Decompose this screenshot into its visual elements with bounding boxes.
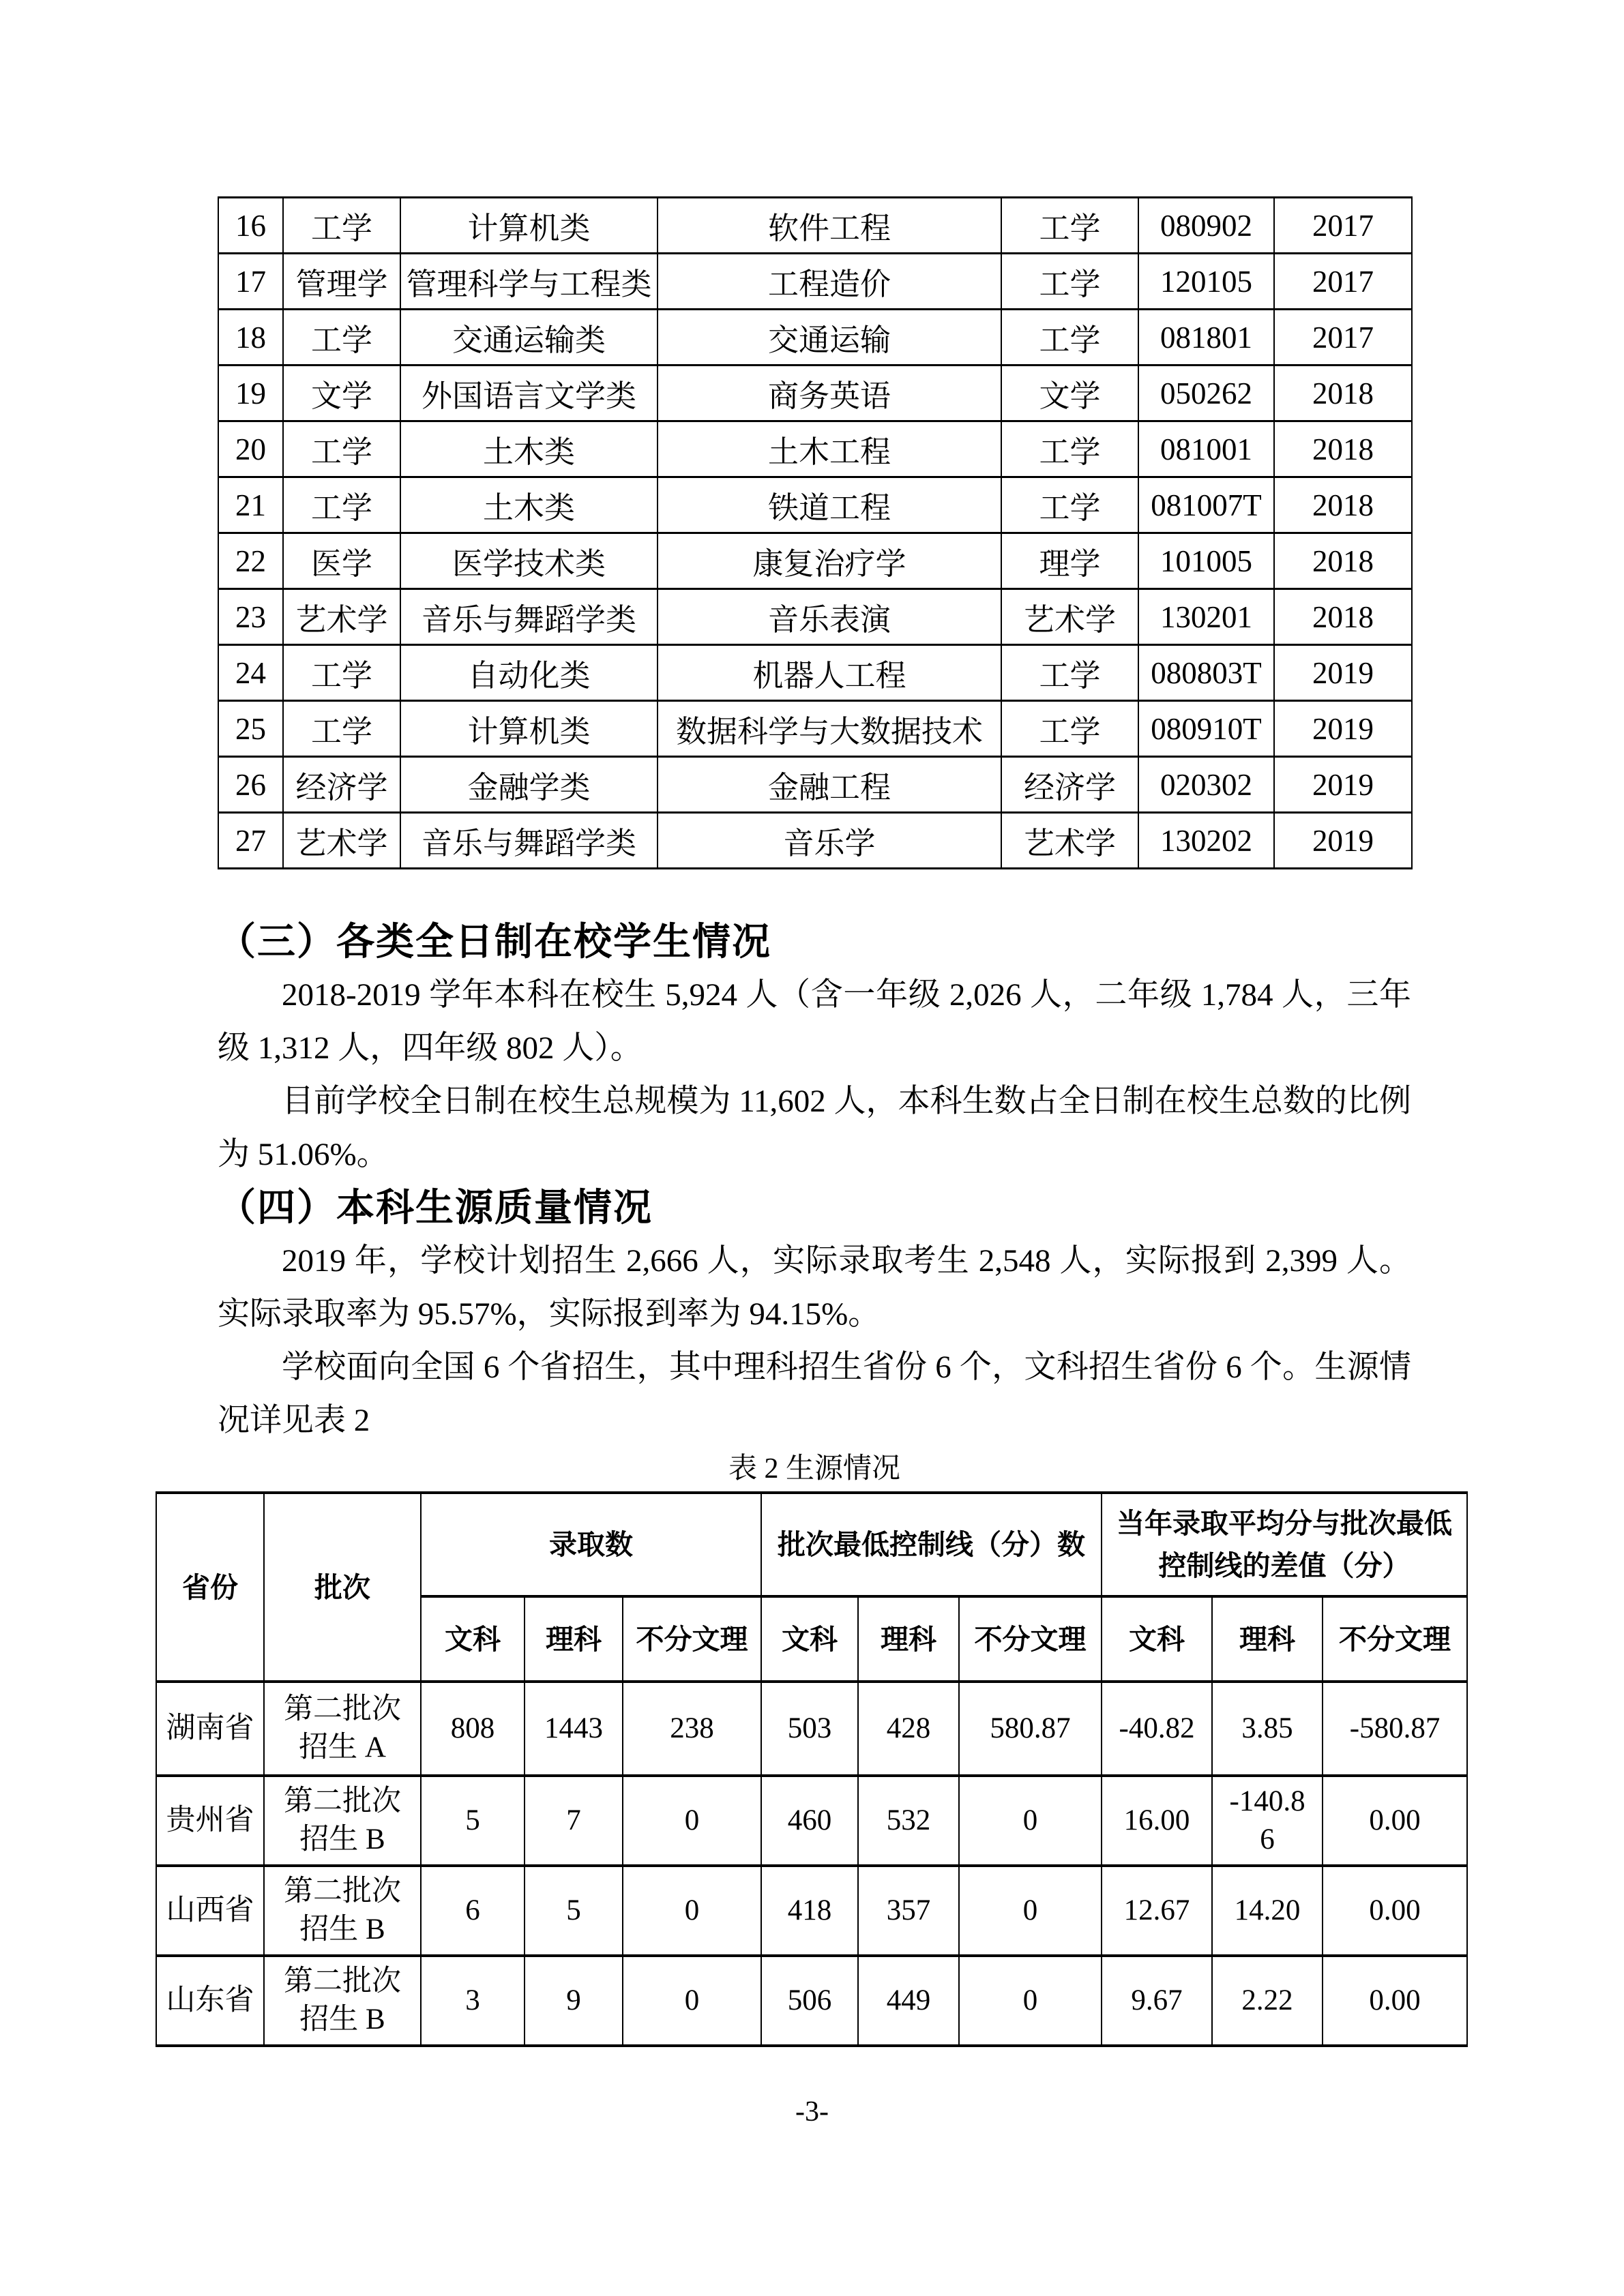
enrollment-table-cell: 460 (761, 1776, 858, 1866)
major-table-cell: 2018 (1274, 589, 1412, 645)
major-table-cell: 经济学 (283, 757, 400, 813)
enrollment-table-cell: -140.86 (1212, 1776, 1323, 1866)
enrollment-table-cell: 16.00 (1102, 1776, 1212, 1866)
enrollment-table-cell: 0 (623, 1956, 761, 2046)
enrollment-table-cell: 第二批次招生 A (264, 1682, 421, 1776)
enrollment-table-cell: 449 (858, 1956, 959, 2046)
major-table-cell: 2019 (1274, 701, 1412, 757)
section-4-heading: （四）本科生源质量情况 (218, 1186, 653, 1229)
enrollment-table-cell: 0.00 (1323, 1866, 1467, 1956)
section-4-paragraph-1: 2019 年，学校计划招生 2,666 人，实际录取考生 2,548 人，实际报到 2,399 人。实际录取率为 95.57%，实际报到率为 94.15%。 (218, 1243, 1411, 1332)
major-table-cell: 土木类 (400, 421, 658, 477)
enrollment-table-cell: 0 (959, 1776, 1102, 1866)
major-table-cell: 数据科学与大数据技术 (658, 701, 1001, 757)
enrollment-table-cell: -40.82 (1102, 1682, 1212, 1776)
major-table-cell: 土木工程 (658, 421, 1001, 477)
major-table-cell: 2018 (1274, 421, 1412, 477)
major-table-cell: 工学 (1001, 701, 1138, 757)
major-table-cell: 2017 (1274, 254, 1412, 310)
major-table-cell: 工学 (283, 477, 400, 533)
major-table-cell: 050262 (1138, 366, 1274, 421)
enrollment-table-cell: 第二批次招生 B (264, 1776, 421, 1866)
enrollment-table-cell: 0 (959, 1866, 1102, 1956)
major-table-cell: 26 (218, 757, 283, 813)
header-avg-diff: 当年录取平均分与批次最低控制线的差值（分） (1102, 1493, 1467, 1596)
major-table-cell: 医学 (283, 533, 400, 589)
major-table-cell: 理学 (1001, 533, 1138, 589)
major-table-row (218, 533, 1412, 589)
major-table-cell: 2018 (1274, 477, 1412, 533)
enrollment-table-cell: 第二批次招生 B (264, 1866, 421, 1956)
major-table-cell: 081007T (1138, 477, 1274, 533)
major-table-cell: 19 (218, 366, 283, 421)
enrollment-table-cell: 506 (761, 1956, 858, 2046)
enrollment-table-cell: 1443 (525, 1682, 623, 1776)
subheader-admitted-science: 理科 (525, 1596, 623, 1682)
text-section (218, 915, 1411, 1447)
major-table-cell: 艺术学 (1001, 589, 1138, 645)
major-table-cell: 130202 (1138, 813, 1274, 869)
enrollment-table-cell: 0 (623, 1866, 761, 1956)
enrollment-table-cell: 7 (525, 1776, 623, 1866)
major-table-cell: 经济学 (1001, 757, 1138, 813)
major-table-cell: 16 (218, 198, 283, 254)
enrollment-table-cell: 503 (761, 1682, 858, 1776)
major-table-cell: 音乐学 (658, 813, 1001, 869)
section-3-paragraph-1: 2018-2019 学年本科在校生 5,924 人（含一年级 2,026 人，二年级 1,784 人，三年级 1,312 人，四年级 802 人）。 (218, 977, 1411, 1066)
major-table-cell: 130201 (1138, 589, 1274, 645)
major-table-cell: 工学 (283, 421, 400, 477)
subheader-diff-liberal-arts: 文科 (1102, 1596, 1212, 1682)
major-table-cell: 铁道工程 (658, 477, 1001, 533)
major-table-cell: 文学 (283, 366, 400, 421)
header-batch: 批次 (264, 1493, 421, 1682)
major-table-row (218, 198, 1412, 254)
major-table-cell: 工学 (283, 198, 400, 254)
major-table-cell: 27 (218, 813, 283, 869)
major-table-cell: 20 (218, 421, 283, 477)
major-table-cell: 081001 (1138, 421, 1274, 477)
major-table-cell: 24 (218, 645, 283, 701)
major-table-cell: 22 (218, 533, 283, 589)
major-table-cell: 101005 (1138, 533, 1274, 589)
major-table-cell: 康复治疗学 (658, 533, 1001, 589)
major-table-cell: 计算机类 (400, 198, 658, 254)
major-table-cell: 管理学 (283, 254, 400, 310)
major-table-cell: 工学 (1001, 645, 1138, 701)
header-province: 省份 (156, 1493, 264, 1682)
subheader-cutoff-science: 理科 (858, 1596, 959, 1682)
enrollment-table-cell: 238 (623, 1682, 761, 1776)
major-table-cell: 计算机类 (400, 701, 658, 757)
enrollment-table-cell: 418 (761, 1866, 858, 1956)
major-table-cell: 21 (218, 477, 283, 533)
subheader-admitted-liberal-arts: 文科 (421, 1596, 525, 1682)
major-table-cell: 金融工程 (658, 757, 1001, 813)
enrollment-table-cell: 14.20 (1212, 1866, 1323, 1956)
major-table-cell: 工学 (1001, 421, 1138, 477)
major-table-cell: 2019 (1274, 757, 1412, 813)
major-table-cell: 音乐表演 (658, 589, 1001, 645)
enrollment-table-cell: 9 (525, 1956, 623, 2046)
subheader-admitted-no-division: 不分文理 (623, 1596, 761, 1682)
enrollment-table-cell: 0.00 (1323, 1776, 1467, 1866)
subheader-diff-science: 理科 (1212, 1596, 1323, 1682)
major-table-cell: 工学 (1001, 477, 1138, 533)
major-table-cell: 080902 (1138, 198, 1274, 254)
major-table-cell: 自动化类 (400, 645, 658, 701)
enrollment-table-cell: 0 (623, 1776, 761, 1866)
enrollment-table-cell: 808 (421, 1682, 525, 1776)
major-table-cell: 软件工程 (658, 198, 1001, 254)
enrollment-table-cell: 12.67 (1102, 1866, 1212, 1956)
major-table-cell: 081801 (1138, 310, 1274, 366)
section-3-heading: （三）各类全日制在校学生情况 (218, 920, 771, 963)
enrollment-table-cell: 山西省 (156, 1866, 264, 1956)
major-table-cell: 音乐与舞蹈学类 (400, 813, 658, 869)
major-table-cell: 2017 (1274, 198, 1412, 254)
major-table-row (218, 701, 1412, 757)
major-table-cell: 25 (218, 701, 283, 757)
enrollment-table-cell: 贵州省 (156, 1776, 264, 1866)
enrollment-table-cell: 5 (525, 1866, 623, 1956)
major-table-body (218, 198, 1412, 869)
enrollment-table-body (156, 1682, 1467, 2046)
enrollment-table-cell: 428 (858, 1682, 959, 1776)
enrollment-table-row (156, 1776, 1467, 1866)
major-table-cell: 商务英语 (658, 366, 1001, 421)
major-table-cell: 2017 (1274, 310, 1412, 366)
major-table-row (218, 310, 1412, 366)
major-table-cell: 外国语言文学类 (400, 366, 658, 421)
major-table-cell: 工学 (1001, 254, 1138, 310)
enrollment-table-cell: 3.85 (1212, 1682, 1323, 1776)
major-table-cell: 120105 (1138, 254, 1274, 310)
enrollment-table-row (156, 1866, 1467, 1956)
enrollment-table-cell: 0.00 (1323, 1956, 1467, 2046)
major-table-cell: 工学 (1001, 310, 1138, 366)
enrollment-table-cell: 湖南省 (156, 1682, 264, 1776)
major-table-row (218, 645, 1412, 701)
major-table-cell: 18 (218, 310, 283, 366)
enrollment-table-row (156, 1682, 1467, 1776)
section-4-paragraph-2: 学校面向全国 6 个省招生，其中理科招生省份 6 个，文科招生省份 6 个。生源情况详见表 2 (218, 1350, 1411, 1438)
major-table-cell: 23 (218, 589, 283, 645)
major-table-cell: 管理科学与工程类 (400, 254, 658, 310)
major-table-cell: 17 (218, 254, 283, 310)
major-table-cell: 艺术学 (1001, 813, 1138, 869)
subheader-cutoff-liberal-arts: 文科 (761, 1596, 858, 1682)
enrollment-table-cell: 山东省 (156, 1956, 264, 2046)
major-table-row (218, 477, 1412, 533)
major-continuation-table (218, 196, 1413, 869)
major-table-cell: 艺术学 (283, 589, 400, 645)
major-table-cell: 文学 (1001, 366, 1138, 421)
enrollment-table-cell: 3 (421, 1956, 525, 2046)
major-table-row (218, 421, 1412, 477)
page-number: -3- (795, 2096, 829, 2128)
header-cutoff-line: 批次最低控制线（分）数 (761, 1493, 1102, 1596)
enrollment-source-table (156, 1491, 1468, 2047)
major-table-cell: 020302 (1138, 757, 1274, 813)
enrollment-table-cell: 0 (959, 1956, 1102, 2046)
major-table-cell: 2019 (1274, 813, 1412, 869)
subheader-diff-no-division: 不分文理 (1323, 1596, 1467, 1682)
enrollment-table-row (156, 1956, 1467, 2046)
major-table-cell: 2018 (1274, 366, 1412, 421)
enrollment-table-cell: 第二批次招生 B (264, 1956, 421, 2046)
header-admitted-count: 录取数 (421, 1493, 761, 1596)
major-table-cell: 金融学类 (400, 757, 658, 813)
major-table-cell: 交通运输 (658, 310, 1001, 366)
major-table-cell: 土木类 (400, 477, 658, 533)
major-table-cell: 工学 (283, 310, 400, 366)
major-table-cell: 080910T (1138, 701, 1274, 757)
enrollment-table-cell: 5 (421, 1776, 525, 1866)
major-table-row (218, 757, 1412, 813)
major-table-row (218, 254, 1412, 310)
enrollment-table-cell: 357 (858, 1866, 959, 1956)
enrollment-table-cell: 9.67 (1102, 1956, 1212, 2046)
enrollment-table-cell: 532 (858, 1776, 959, 1866)
major-table-row (218, 813, 1412, 869)
major-table-cell: 080803T (1138, 645, 1274, 701)
major-table-cell: 艺术学 (283, 813, 400, 869)
major-table-cell: 工学 (1001, 198, 1138, 254)
major-table-cell: 工学 (283, 701, 400, 757)
major-table-cell: 交通运输类 (400, 310, 658, 366)
major-table-cell: 工学 (283, 645, 400, 701)
major-table-cell: 机器人工程 (658, 645, 1001, 701)
major-table-cell: 音乐与舞蹈学类 (400, 589, 658, 645)
enrollment-table-cell: 6 (421, 1866, 525, 1956)
section-3-paragraph-2: 目前学校全日制在校生总规模为 11,602 人，本科生数占全日制在校生总数的比例为 51.06%。 (218, 1084, 1411, 1172)
table2-caption: 表 2 生源情况 (728, 1453, 900, 1485)
major-table-cell: 2019 (1274, 645, 1412, 701)
major-table-cell: 医学技术类 (400, 533, 658, 589)
major-table-cell: 2018 (1274, 533, 1412, 589)
enrollment-table-cell: 2.22 (1212, 1956, 1323, 2046)
major-table-row (218, 366, 1412, 421)
major-table-cell: 工程造价 (658, 254, 1001, 310)
major-table-row (218, 589, 1412, 645)
enrollment-table-cell: 580.87 (959, 1682, 1102, 1776)
subheader-cutoff-no-division: 不分文理 (959, 1596, 1102, 1682)
enrollment-table-cell: -580.87 (1323, 1682, 1467, 1776)
enrollment-table-header (156, 1493, 1467, 1682)
